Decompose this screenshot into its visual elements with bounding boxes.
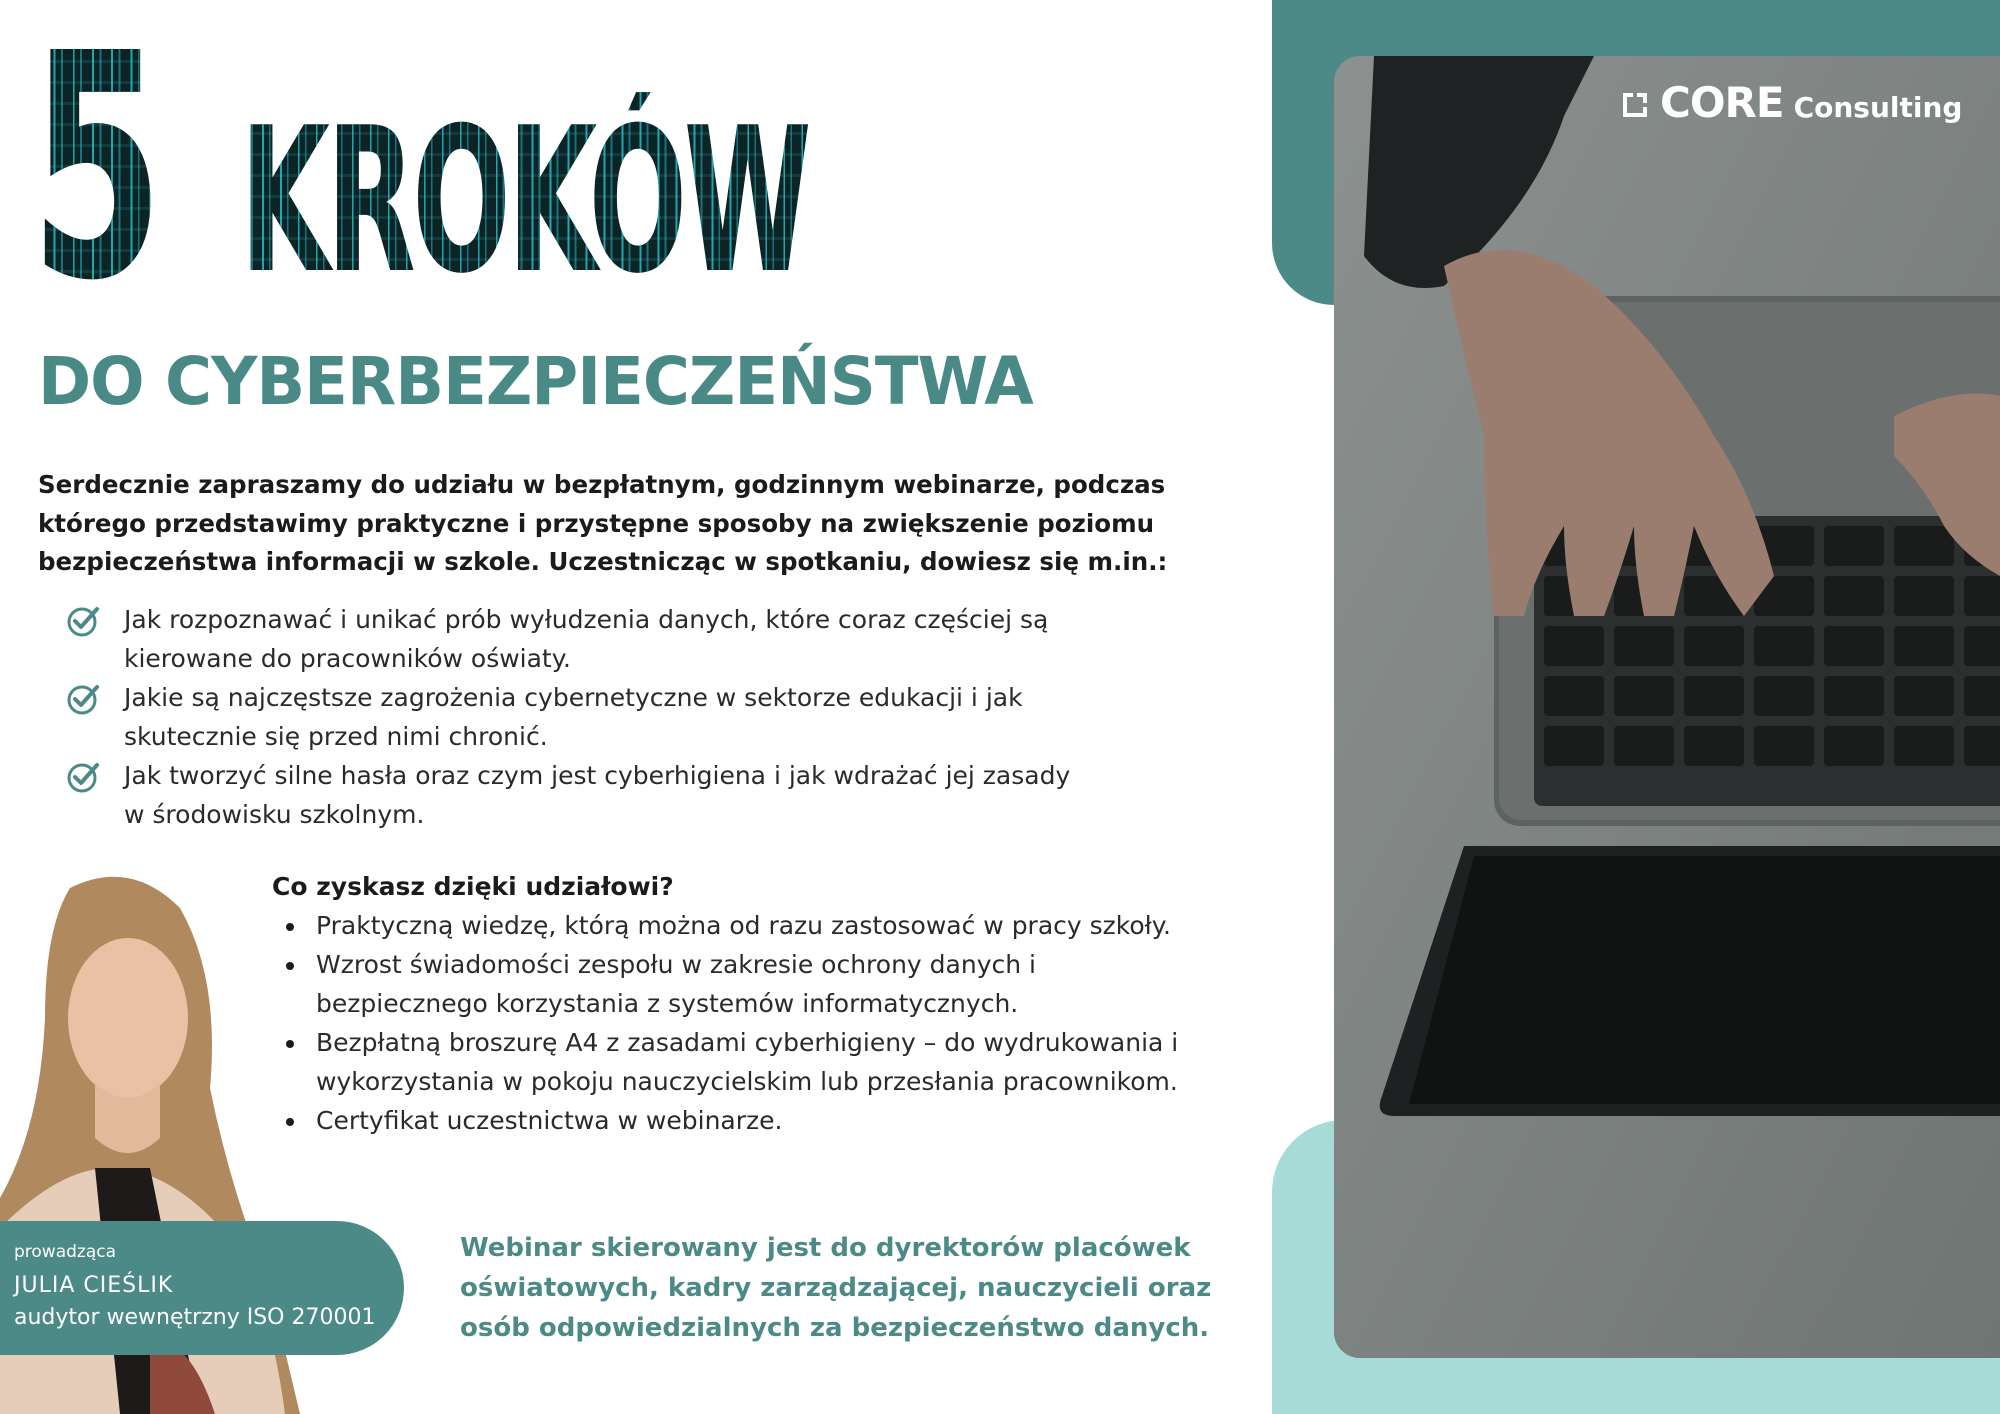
- gains-item: [272, 1101, 1292, 1140]
- gains-list: [272, 906, 1292, 1140]
- check-circle-icon: [66, 604, 100, 638]
- presenter-name: JULIA CIEŚLIK: [14, 1273, 174, 1298]
- learn-item-line2: skutecznie się przed nimi chronić.: [124, 722, 548, 751]
- logo-brand: CORE: [1660, 78, 1784, 127]
- check-circle-icon: [66, 760, 100, 794]
- presenter-role: prowadząca: [14, 1242, 117, 1262]
- learn-item: [64, 678, 1264, 756]
- gains-item-line1: Praktyczną wiedzę, którą można od razu zastosować w pracy szkoły.: [316, 911, 1171, 940]
- learn-item-line1: Jakie są najczęstsze zagrożenia cybernetyczne w sektorze edukacji i jak: [124, 683, 1023, 712]
- intro-text: Serdecznie zapraszamy do udziału w bezpłatnym, godzinnym webinarze, podczas którego przedstawimy praktyczne i przystępne sposoby na zwiększenie poziomu bezpieczeństwa informacji w szkole. Uczestnicząc w spotkaniu, dowiesz się m.in.:: [38, 470, 1168, 576]
- check-circle-icon: [66, 682, 100, 716]
- learn-list: [64, 600, 1264, 834]
- learn-item-line1: Jak tworzyć silne hasła oraz czym jest cyberhigiena i jak wdrażać jej zasady: [124, 761, 1071, 790]
- gains-item-line2: bezpiecznego korzystania z systemów informatycznych.: [316, 989, 1019, 1018]
- laptop-photo: [1334, 56, 2000, 1358]
- presenter-position: audytor wewnętrzny ISO 270001: [14, 1305, 376, 1330]
- core-consulting-logo: [1620, 78, 1963, 127]
- gains-item-line1: Wzrost świadomości zespołu w zakresie ochrony danych i: [316, 950, 1036, 979]
- title-subtitle: DO CYBERBEZPIECZEŃSTWA: [38, 343, 1033, 420]
- gains-item: [272, 1023, 1292, 1101]
- title-number: 5: [30, 0, 158, 349]
- core-logo-mark-icon: [1620, 90, 1650, 120]
- learn-item: [64, 756, 1264, 834]
- gains-item: [272, 945, 1292, 1023]
- learn-item-line2: kierowane do pracowników oświaty.: [124, 644, 571, 673]
- gains-item-line1: Certyfikat uczestnictwa w webinarze.: [316, 1106, 783, 1135]
- gains-item-line1: Bezpłatną broszurę A4 z zasadami cyberhigieny – do wydrukowania i: [316, 1028, 1179, 1057]
- logo-suffix: Consulting: [1793, 91, 1963, 124]
- audience-text: Webinar skierowany jest do dyrektorów placówek oświatowych, kadry zarządzającej, nauczycieli oraz osób odpowiedzialnych za bezpieczeństwo danych.: [460, 1233, 1212, 1343]
- title-word: KROKÓW: [240, 85, 809, 318]
- presenter-badge: [0, 1221, 404, 1355]
- learn-item-line2: w środowisku szkolnym.: [124, 800, 425, 829]
- gains-item-line2: wykorzystania w pokoju nauczycielskim lub przesłania pracownikom.: [316, 1067, 1178, 1096]
- learn-item: [64, 600, 1264, 678]
- gains-item: [272, 906, 1292, 945]
- learn-item-line1: Jak rozpoznawać i unikać prób wyłudzenia danych, które coraz częściej są: [124, 605, 1049, 634]
- gains-title: Co zyskasz dzięki udziałowi?: [272, 872, 674, 901]
